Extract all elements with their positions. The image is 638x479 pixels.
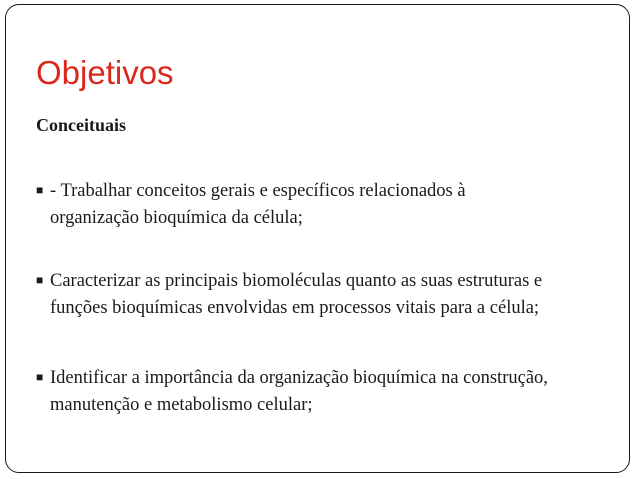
bullet-text-1a: - Trabalhar conceitos gerais e específicos relacionados à bbox=[50, 181, 466, 201]
bullet-text-3a: Identificar a importância da organização bioquímica na construção, bbox=[50, 368, 548, 388]
bullet-text-2a: Caracterizar as principais biomoléculas quanto as suas estruturas e bbox=[50, 271, 543, 291]
square-bullet-icon: ■ bbox=[36, 370, 44, 384]
square-bullet-icon: ■ bbox=[36, 183, 44, 197]
bullet-line-2 bbox=[36, 267, 616, 295]
slide-frame bbox=[5, 4, 630, 473]
bullet-item-3 bbox=[36, 364, 616, 419]
bullet-item-2 bbox=[36, 267, 616, 322]
bullet-line-1 bbox=[36, 177, 616, 205]
slide-title: Objetivos bbox=[36, 54, 174, 91]
square-bullet-icon: ■ bbox=[36, 273, 44, 287]
bullet-item-1 bbox=[36, 177, 616, 232]
bullet-line-3b: manutenção e metabolismo celular; bbox=[50, 395, 313, 415]
bullet-line-2b: funções bioquímicas envolvidas em processos vitais para a célula; bbox=[50, 298, 540, 318]
bullet-line-1b: organização bioquímica da célula; bbox=[50, 208, 303, 228]
slide-subtitle: Conceituais bbox=[36, 115, 126, 135]
bullet-line-3 bbox=[36, 364, 616, 392]
